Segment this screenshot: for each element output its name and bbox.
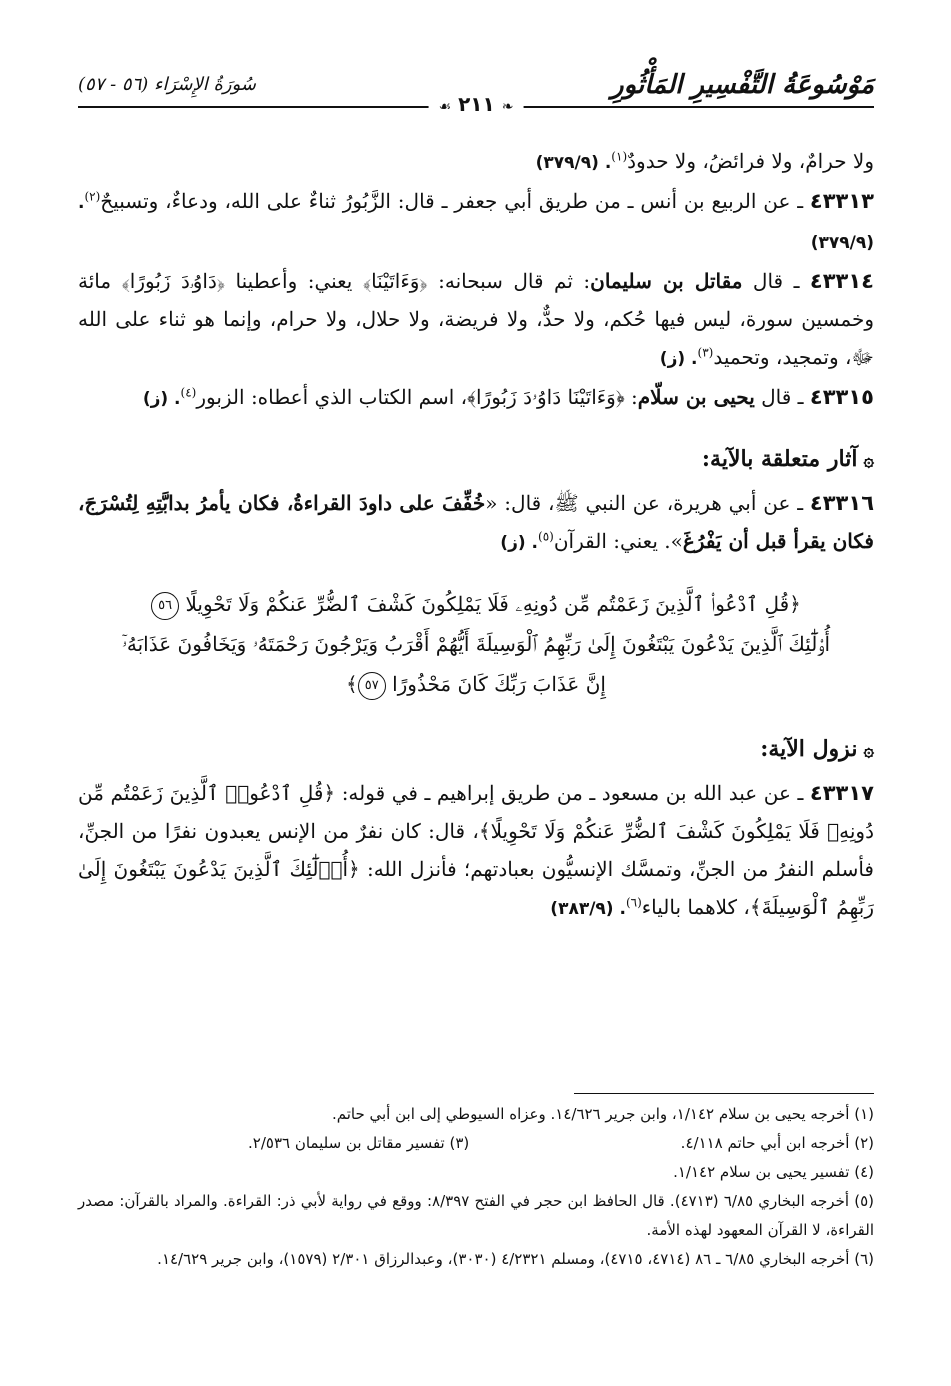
book-title: مَوْسُوعَةُ التَّفْسِيرِ المَأْثُورِ [611,70,874,100]
hadith-quote: خُفِّفَ على داودَ القراءةُ، فكان يأمرُ بدابَّتِهِ لِتُسْرَجَ، فكان يقرأ قبل أن يَفْرُغَ [78,491,874,553]
section-heading-related [78,440,874,480]
footnote-1: (١) أخرجه يحيى بن سلام ١/١٤٢، وابن جرير ١٤/٦٢٦. وعزاه السيوطي إلى ابن أبي حاتم. [331,1105,874,1123]
narration-number: ٤٣٣١٤ [809,269,874,293]
verse-line [78,584,874,624]
paragraph-text: : ثم قال سبحانه: ﴿وَءَاتَيْنَا﴾ يعني: وأعطينا ﴿دَاوُۥدَ زَبُورًا﴾ مائة وخمسين سورة، ليس فيها حُكم، ولا حدٌّ، ولا فريضة، ولا حلال، ولا حرام، وإنما هو ثناء على الله ﷻ، وتمجيد، وتحميد [78,269,874,369]
paragraph-lead: ـ قال [754,385,810,409]
verse-line [78,664,874,704]
source-ref: . (٣٧٩/٩) [535,153,612,173]
paragraph-lead: ـ قال [742,269,810,293]
ayah-number-marker: ٥٧ [358,672,386,700]
star-ornament-icon: ۞ [863,450,874,471]
footnote-4: (٤) تفسير يحيى بن سلام ١/١٤٢. [673,1163,874,1181]
footnote-6: (٦) أخرجه البخاري ٦/٨٥ ـ ٨٦ (٤٧١٤، ٤٧١٥)، ومسلم ٤/٢٣٢١ (٣٠٣٠)، وعبدالرزاق ٢/٣٠١ (١٥٧٩)، وابن جرير ١٤/٦٢٩. [157,1250,874,1268]
section-title: آثار متعلقة بالآية: [701,446,858,472]
paragraph-lead: ـ عن أبي هريرة، عن النبي ﷺ، قال: « [485,491,810,515]
footnote-ref: (٣) [697,345,714,360]
verse-text: أُو۟لَٰٓئِكَ ٱلَّذِينَ يَدْعُونَ يَبْتَغُونَ إِلَىٰ رَبِّهِمُ ٱلْوَسِيلَةَ أَيُّهُمْ أَقْرَبُ وَيَرْجُونَ رَحْمَتَهُۥ وَيَخَافُونَ عَذَابَهُۥٓ [121,632,831,656]
footnote-5: (٥) أخرجه البخاري ٦/٨٥ (٤٧١٣). قال الحافظ ابن حجر في الفتح ٨/٣٩٧: ووقع في رواية لأبي ذر: القراءة. والمراد بالقرآن: مصدر القراءة، لا القرآن المعهود لهذه الأمة. [78,1192,874,1239]
page-number-block [429,92,524,116]
paragraph-text: ـ عن عبد الله بن مسعود ـ من طريق إبراهيم ـ في قوله: ﴿قُلِ ٱدْعُوا۟ ٱلَّذِينَ زَعَمْتُم مِّن دُونِهِۦ فَلَا يَمْلِكُونَ كَشْفَ ٱلضُّرِّ عَنكُمْ وَلَا تَحْوِيلًا﴾، قال: كان نفرٌ من الإنس يعبدون نفرًا من الجنِّ، فأسلم النفرُ من الجنِّ، وتمسَّك الإنسيُّون بعبادتهم؛ فأنزل الله: ﴿أُو۟لَٰٓئِكَ ٱلَّذِينَ يَدْعُونَ يَبْتَغُونَ إِلَىٰ رَبِّهِمُ ٱلْوَسِيلَةَ﴾، كلاهما بالياء [78,781,874,919]
narrator-name: يحيى بن سلّام [637,385,755,409]
footnote-2: (٢) أخرجه ابن أبي حاتم ٤/١١٨. [680,1134,874,1152]
footnote-3: (٣) تفسير مقاتل بن سليمان ٢/٥٣٦. [248,1134,470,1152]
source-ref: . (ز) [659,349,698,369]
verse-close-bracket: ﴾ [346,672,358,696]
narration-number: ٤٣٣١٥ [809,385,874,409]
footnote-ref: (٢) [84,189,101,204]
footnote-ref: (٥) [538,529,554,544]
narration-43317 [78,774,874,928]
narrator-name: مقاتل بن سليمان [590,269,743,293]
narration-43315 [78,378,874,418]
narration-43316 [78,484,874,562]
ornament-icon: ❧ [501,99,514,115]
paragraph-continuation [78,142,874,182]
source-ref: . (ز) [142,389,181,409]
narration-number: ٤٣٣١٦ [809,491,875,515]
star-ornament-icon: ۞ [863,740,874,761]
page-number: ٢١١ [458,92,495,116]
source-ref: . (ز) [500,533,538,553]
section-title: نزول الآية: [760,736,858,762]
paragraph-text: ». يعني: القرآن [553,529,683,553]
footnote-ref: (٦) [625,895,642,910]
verse-line [78,624,874,664]
quran-verse-block [78,584,874,704]
narration-number: ٤٣٣١٧ [809,781,874,805]
source-ref: . (٣٧٩/٩) [78,193,874,253]
ornament-icon: ☙ [438,99,452,115]
paragraph-text: : ﴿وَءَاتَيْنَا دَاوُۥدَ زَبُورًا﴾، اسم الكتاب الذي أعطاه: الزبور [196,385,638,409]
footnotes [78,1100,874,1274]
verse-text: إِنَّ عَذَابَ رَبِّكَ كَانَ مَحْذُورًا [392,672,606,696]
footnote-row [78,1129,874,1158]
footnote-divider [574,1093,874,1094]
footnote-ref: (٤) [180,385,197,400]
surah-reference: سُورَةُ الإِسْرَاء (٥٦ - ٥٧) [78,74,256,95]
narration-43314 [78,262,874,378]
paragraph-text: ولا حرامٌ، ولا فرائضُ، ولا حدودٌ [627,149,874,173]
narration-number: ٤٣٣١٣ [809,189,874,213]
ayah-number-marker: ٥٦ [151,592,179,620]
page-header [78,70,874,118]
source-ref: . (٣٨٣/٩) [550,899,626,919]
narration-43313 [78,182,874,262]
paragraph-text: ـ عن الربيع بن أنس ـ من طريق أبي جعفر ـ قال: الزَّبُورُ ثناءٌ على الله، ودعاءٌ، وتسبيحٌ [100,189,810,213]
footnote-ref: (١) [611,149,628,164]
section-heading-revelation [78,730,874,770]
page-body [78,142,874,928]
verse-text: ﴿قُلِ ٱدْعُوا۟ ٱلَّذِينَ زَعَمْتُم مِّن دُونِهِۦ فَلَا يَمْلِكُونَ كَشْفَ ٱلضُّرِّ عَنكُمْ وَلَا تَحْوِيلًا [185,592,801,616]
